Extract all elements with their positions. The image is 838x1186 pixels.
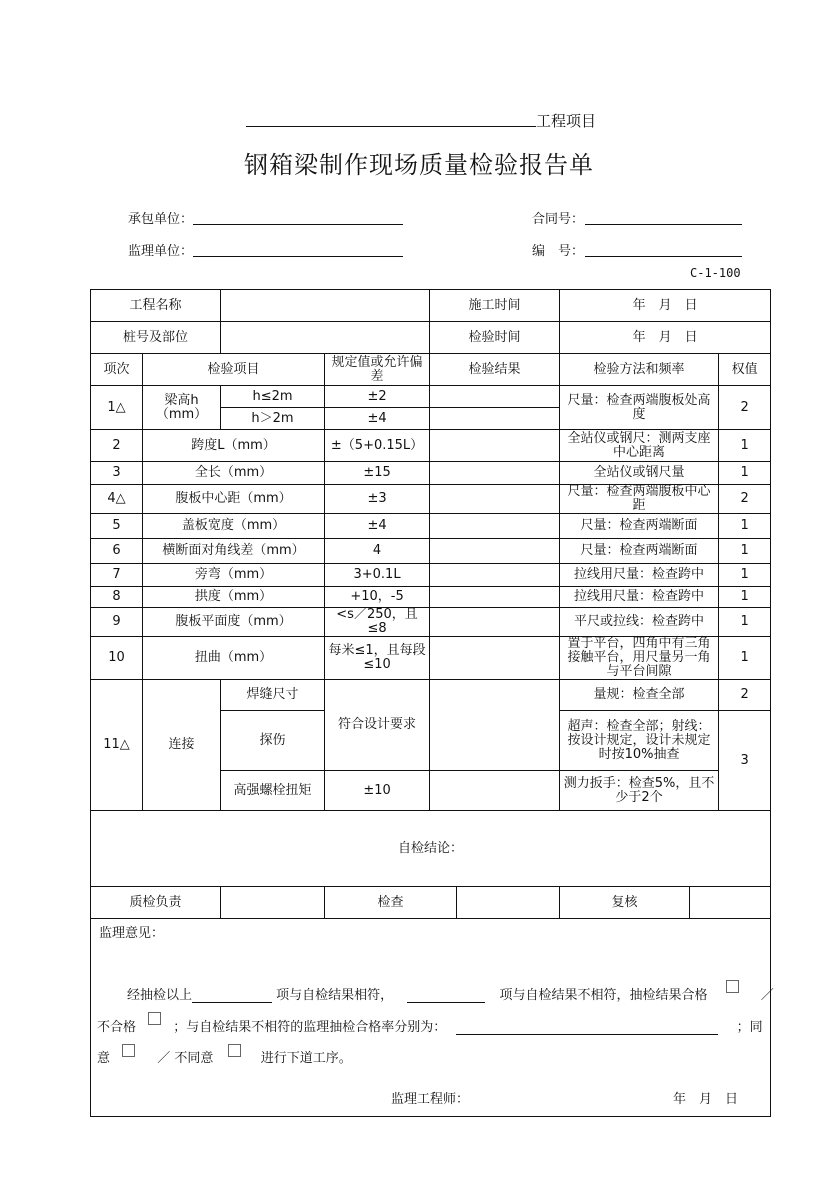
row-no: 11△ bbox=[91, 680, 143, 811]
row-result[interactable] bbox=[430, 408, 560, 430]
row-weight: 2 bbox=[719, 485, 771, 514]
row-result[interactable] bbox=[430, 771, 560, 811]
table-row bbox=[91, 514, 771, 539]
row-result[interactable] bbox=[430, 462, 560, 485]
supervisor-opinion bbox=[91, 919, 774, 1117]
opinion-text: ；同 bbox=[736, 1020, 763, 1035]
col-header-result: 检验结果 bbox=[430, 354, 560, 386]
row-item: 腹板平面度（mm） bbox=[143, 608, 325, 637]
review-label: 复核 bbox=[560, 887, 690, 919]
opinion-line-2 bbox=[97, 1020, 763, 1035]
self-check-conclusion[interactable]: 自检结论： bbox=[91, 811, 771, 887]
row-method: 平尺或拉线：检查跨中 bbox=[560, 608, 719, 637]
row-result[interactable] bbox=[430, 680, 560, 771]
row-result[interactable] bbox=[430, 430, 560, 462]
table-row bbox=[91, 608, 771, 637]
row-spec: 4 bbox=[325, 539, 430, 564]
opinion-text: 经抽检以上 bbox=[127, 988, 193, 1003]
station-part-value[interactable] bbox=[221, 322, 430, 354]
row-weight: 1 bbox=[719, 514, 771, 539]
opinion-text: ／ 不同意 bbox=[157, 1051, 214, 1066]
project-name-value[interactable] bbox=[221, 290, 430, 322]
row-result[interactable] bbox=[430, 564, 560, 587]
construction-date[interactable]: 年 月 日 bbox=[560, 290, 771, 322]
col-header-method: 检验方法和频率 bbox=[560, 354, 719, 386]
opinion-line-3 bbox=[97, 1052, 352, 1066]
row-sub-item: h≤2m bbox=[221, 386, 325, 408]
row-method: 尺量：检查两端断面 bbox=[560, 539, 719, 564]
opinion-text: 进行下道工序。 bbox=[260, 1051, 352, 1066]
row-result[interactable] bbox=[430, 608, 560, 637]
row-result[interactable] bbox=[430, 637, 560, 680]
row-no: 1△ bbox=[91, 386, 143, 430]
row-weight: 1 bbox=[719, 637, 771, 680]
table-row bbox=[91, 290, 771, 322]
col-header-no: 项次 bbox=[91, 354, 143, 386]
number-label: 编 号： bbox=[532, 244, 585, 259]
row-result[interactable] bbox=[430, 539, 560, 564]
table-row bbox=[91, 462, 771, 485]
pass-rate-field[interactable] bbox=[456, 1020, 718, 1035]
row-weight: 1 bbox=[719, 539, 771, 564]
row-spec: ±3 bbox=[325, 485, 430, 514]
number-field[interactable] bbox=[585, 256, 742, 257]
table-row bbox=[91, 637, 771, 680]
col-header-spec: 规定值或允许偏差 bbox=[325, 354, 430, 386]
row-weight: 1 bbox=[719, 587, 771, 608]
row-sub-item: 焊缝尺寸 bbox=[221, 680, 325, 711]
project-name-label: 工程名称 bbox=[91, 290, 221, 322]
row-method: 尺量：检查两端腹板处高度 bbox=[560, 386, 719, 430]
row-no: 5 bbox=[91, 514, 143, 539]
row-result[interactable] bbox=[430, 386, 560, 408]
row-weight: 1 bbox=[719, 564, 771, 587]
row-item: 梁高h（mm） bbox=[143, 386, 221, 430]
contractor-field[interactable] bbox=[193, 224, 403, 225]
row-item: 旁弯（mm） bbox=[143, 564, 325, 587]
row-spec: 每米≤1，且每段≤10 bbox=[325, 637, 430, 680]
disagree-checkbox[interactable] bbox=[228, 1044, 241, 1057]
station-part-label: 桩号及部位 bbox=[91, 322, 221, 354]
row-method: 全站仪或钢尺：测两支座中心距离 bbox=[560, 430, 719, 462]
row-method: 拉线用尺量：检查跨中 bbox=[560, 564, 719, 587]
row-no: 2 bbox=[91, 430, 143, 462]
contract-no-field[interactable] bbox=[585, 224, 742, 225]
opinion-text: 项与自检结果不相符，抽检结果合格 bbox=[499, 988, 708, 1003]
qc-signature[interactable] bbox=[221, 887, 325, 919]
row-item: 横断面对角线差（mm） bbox=[143, 539, 325, 564]
unqualified-checkbox[interactable] bbox=[148, 1012, 161, 1025]
opinion-text: 意 bbox=[97, 1051, 111, 1066]
contract-no-label: 合同号： bbox=[532, 212, 585, 227]
inspection-time-label: 检验时间 bbox=[430, 322, 560, 354]
row-no: 10 bbox=[91, 637, 143, 680]
row-no: 9 bbox=[91, 608, 143, 637]
qc-label: 质检负责 bbox=[91, 887, 221, 919]
row-weight: 2 bbox=[719, 386, 771, 430]
project-suffix: 工程项目 bbox=[536, 112, 597, 130]
opinion-line-1 bbox=[127, 988, 774, 1003]
opinion-text: 不合格 bbox=[97, 1020, 137, 1035]
row-item: 扭曲（mm） bbox=[143, 637, 325, 680]
row-spec: ±2 bbox=[325, 386, 430, 408]
project-name-line[interactable] bbox=[246, 126, 536, 127]
supervisor-field[interactable] bbox=[193, 256, 403, 257]
agree-checkbox[interactable] bbox=[122, 1044, 135, 1057]
supervisor-label: 监理单位： bbox=[128, 244, 194, 259]
row-method: 置于平台，四角中有三角接触平台，用尺量另一角与平台间隙 bbox=[560, 637, 719, 680]
row-result[interactable] bbox=[430, 514, 560, 539]
row-weight: 1 bbox=[719, 608, 771, 637]
construction-time-label: 施工时间 bbox=[430, 290, 560, 322]
table-row bbox=[91, 322, 771, 354]
engineer-label: 监理工程师： bbox=[391, 1092, 470, 1107]
row-sub-item: 探伤 bbox=[221, 711, 325, 771]
check-label: 检查 bbox=[325, 887, 457, 919]
row-spec: +10，-5 bbox=[325, 587, 430, 608]
inspection-date[interactable]: 年 月 日 bbox=[560, 322, 771, 354]
row-method: 拉线用尺量：检查跨中 bbox=[560, 587, 719, 608]
row-spec: 符合设计要求 bbox=[325, 680, 430, 771]
row-no: 3 bbox=[91, 462, 143, 485]
engineer-date[interactable]: 年 月 日 bbox=[673, 1092, 739, 1107]
row-spec: ±15 bbox=[325, 462, 430, 485]
page-title: 钢箱梁制作现场质量检验报告单 bbox=[244, 151, 594, 179]
row-no: 8 bbox=[91, 587, 143, 608]
row-weight: 3 bbox=[719, 711, 771, 811]
row-result[interactable] bbox=[430, 587, 560, 608]
row-weight: 2 bbox=[719, 680, 771, 711]
row-weight: 1 bbox=[719, 462, 771, 485]
table-row bbox=[91, 430, 771, 462]
table-row bbox=[91, 680, 771, 711]
signoff-row bbox=[91, 887, 771, 919]
row-method: 量规：检查全部 bbox=[560, 680, 719, 711]
table-row bbox=[91, 564, 771, 587]
row-spec: <s／250，且≤8 bbox=[325, 608, 430, 637]
contractor-label: 承包单位： bbox=[128, 212, 194, 227]
matching-count-field[interactable] bbox=[192, 988, 272, 1003]
row-no: 6 bbox=[91, 539, 143, 564]
form-code: C-1-100 bbox=[690, 266, 741, 280]
self-check-row bbox=[91, 811, 771, 887]
row-spec: 3+0.1L bbox=[325, 564, 430, 587]
row-result[interactable] bbox=[430, 485, 560, 514]
row-method: 测力扳手：检查5%，且不少于2个 bbox=[560, 771, 719, 811]
row-item: 盖板宽度（mm） bbox=[143, 514, 325, 539]
opinion-label: 监理意见： bbox=[99, 926, 165, 941]
row-spec: ±10 bbox=[325, 771, 430, 811]
row-item: 拱度（mm） bbox=[143, 587, 325, 608]
col-header-item: 检验项目 bbox=[143, 354, 325, 386]
row-item: 腹板中心距（mm） bbox=[143, 485, 325, 514]
row-spec: ±（5+0.15L） bbox=[325, 430, 430, 462]
row-sub-item: h＞2m bbox=[221, 408, 325, 430]
opinion-row bbox=[91, 919, 771, 1117]
row-item: 跨度L（mm） bbox=[143, 430, 325, 462]
qualified-checkbox[interactable] bbox=[726, 980, 739, 993]
table-row bbox=[91, 587, 771, 608]
row-spec: ±4 bbox=[325, 408, 430, 430]
table-row bbox=[91, 386, 771, 408]
table-row bbox=[91, 485, 771, 514]
row-weight: 1 bbox=[719, 430, 771, 462]
inspection-table bbox=[90, 289, 774, 1117]
row-method: 尺量：检查两端断面 bbox=[560, 514, 719, 539]
opinion-text: ；与自检结果不相符的监理抽检合格率分别为： bbox=[173, 1020, 447, 1035]
row-sub-item: 高强螺栓扭矩 bbox=[221, 771, 325, 811]
check-signature[interactable] bbox=[457, 887, 560, 919]
row-item: 连接 bbox=[143, 680, 221, 811]
row-no: 7 bbox=[91, 564, 143, 587]
row-no: 4△ bbox=[91, 485, 143, 514]
row-method: 超声：检查全部；射线：按设计规定，设计未规定时按10%抽查 bbox=[560, 711, 719, 771]
row-spec: ±4 bbox=[325, 514, 430, 539]
table-header-row bbox=[91, 354, 771, 386]
row-method: 尺量：检查两端腹板中心距 bbox=[560, 485, 719, 514]
opinion-text: 项与自检结果相符， bbox=[276, 988, 394, 1003]
row-item: 全长（mm） bbox=[143, 462, 325, 485]
row-method: 全站仪或钢尺量 bbox=[560, 462, 719, 485]
col-header-weight: 权值 bbox=[719, 354, 771, 386]
table-row bbox=[91, 539, 771, 564]
mismatch-count-field[interactable] bbox=[407, 988, 485, 1003]
review-signature[interactable] bbox=[690, 887, 771, 919]
opinion-text: ／ bbox=[760, 988, 774, 1003]
